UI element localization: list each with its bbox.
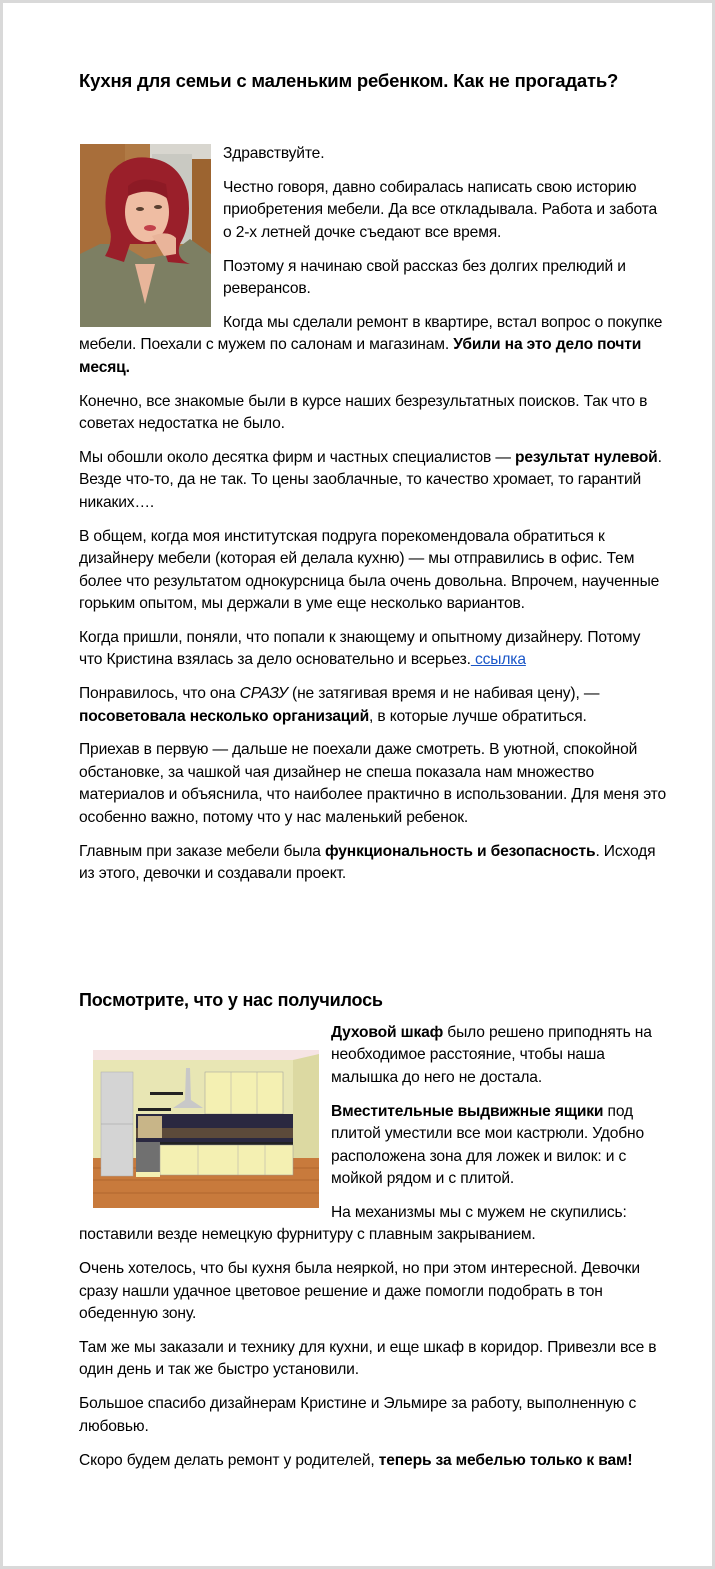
- paragraph: Здравствуйте.: [223, 145, 325, 162]
- section-heading: Посмотрите, что у нас получилось: [79, 990, 383, 1010]
- paragraph: Когда пришли, поняли, что попали к знающему и опытному дизайнеру. Потому что Кристина взялась за дело основательно и всерьез. ссылка: [79, 628, 641, 669]
- story-section: [79, 143, 667, 897]
- paragraph: Скоро будем делать ремонт у родителей, теперь за мебелью только к вам!: [79, 1451, 633, 1469]
- emphasis: посоветовала несколько организаций: [79, 707, 370, 725]
- emphasis: Вместительные выдвижные ящики: [331, 1102, 604, 1120]
- emphasis: теперь за мебелью только к вам!: [378, 1451, 633, 1469]
- paragraph: Приехав в первую — дальше не поехали даже смотреть. В уютной, спокойной обстановке, за чашкой чая дизайнер не спеша показала нам множество материалов и объяснила, что наиболее практично в использовании. Для меня это особенно важно, потому что у нас маленький ребенок.: [79, 741, 667, 826]
- paragraph: Поэтому я начинаю свой рассказ без долгих прелюдий и реверансов.: [223, 257, 626, 298]
- paragraph: На механизмы мы с мужем не скупились: поставили везде немецкую фурнитуру с плавным закрыванием.: [79, 1203, 627, 1244]
- paragraph: Там же мы заказали и технику для кухни, и еще шкаф в коридор. Привезли все в один день и так же быстро установили.: [79, 1338, 657, 1379]
- kitchen-image: [93, 1048, 319, 1208]
- paragraph: Вместительные выдвижные ящики под плитой уместили все мои кастрюли. Удобно расположена зона для ложек и вилок: и с мойкой рядом и с плитой.: [331, 1102, 645, 1187]
- paragraph: Честно говоря, давно собиралась написать свою историю приобретения мебели. Да все откладывала. Работа и забота о 2-х летней дочке съедают все время.: [223, 178, 657, 241]
- designer-link[interactable]: ссылка: [470, 651, 526, 669]
- paragraph: Когда мы сделали ремонт в квартире, встал вопрос о покупке мебели. Поехали с мужем по салонам и магазинам. Убили на это дело почти месяц.: [79, 313, 663, 376]
- paragraph: Конечно, все знакомые были в курсе наших безрезультатных поисков. Так что в советах недостатка не было.: [79, 392, 648, 433]
- emphasis: функциональность и безопасность: [324, 842, 596, 860]
- emphasis: Убили на это дело почти месяц.: [79, 336, 642, 376]
- emphasis: Духовой шкаф: [331, 1024, 444, 1041]
- paragraph: Очень хотелось, что бы кухня была неяркой, но при этом интересной. Девочки сразу нашли удачное цветовое решение и даже помогли подобрать в тон обеденную зону.: [79, 1260, 640, 1322]
- emphasis: результат нулевой: [514, 448, 658, 466]
- paragraph: Духовой шкаф было решено приподнять на необходимое расстояние, чтобы наша малышка до него не достала.: [331, 1024, 652, 1086]
- paragraph: В общем, когда моя институтская подруга порекомендовала обратиться к дизайнеру мебели (которая ей делала кухню) — мы отправились в офис. Тем более что результатом однокурсница была очень довольна. Впрочем, наученные горьким опытом, мы держали в уме еще несколько вариантов.: [79, 527, 660, 612]
- emphasis-italic: СРАЗУ: [239, 685, 288, 703]
- paragraph: Мы обошли около десятка фирм и частных специалистов — результат нулевой. Везде что-то, да не так. То цены заоблачные, то качество хромает, то гарантий никаких….: [79, 448, 662, 511]
- result-section: [79, 1022, 667, 1483]
- paragraph: Понравилось, что она СРАЗУ (не затягивая время и не набивая цену), — посоветовала несколько организаций, в которые лучше обратиться.: [79, 685, 600, 725]
- page: [3, 3, 712, 1566]
- page-title: Кухня для семьи с маленьким ребенком. Как не прогадать?: [79, 70, 619, 91]
- paragraph: Главным при заказе мебели была функциональность и безопасность. Исходя из этого, девочки и создавали проект.: [79, 842, 656, 882]
- result-heading-block: [79, 988, 667, 1012]
- author-photo: [80, 144, 211, 327]
- paragraph: Большое спасибо дизайнерам Кристине и Эльмире за работу, выполненную с любовью.: [79, 1395, 637, 1435]
